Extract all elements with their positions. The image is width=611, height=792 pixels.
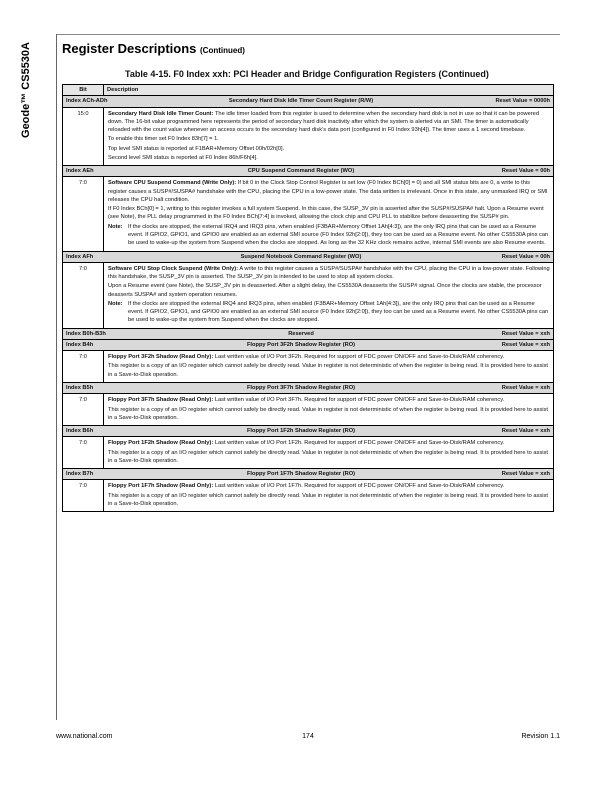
page-title-suffix: (Continued) xyxy=(200,46,245,55)
bit-range: 7:0 xyxy=(63,263,104,328)
register-table xyxy=(62,84,554,512)
register-bit-row xyxy=(63,351,553,383)
register-bit-row xyxy=(63,177,553,251)
register-section-header xyxy=(63,329,553,340)
field-text: A write to this register causes a SUSP#/SUSPA# handshake with the CPU, placing the CPU in a low-power state. Following this handshake, the SUSP_3V pin is asserted. The SUSP_3V pin is intended to be used to stop all system clocks. xyxy=(108,265,550,281)
register-name: Floppy Port 3F2h Shadow Register (RO) xyxy=(246,341,356,348)
register-bit-row xyxy=(63,394,553,426)
bit-description xyxy=(104,394,553,425)
field-text: Last written value of I/O Port 3F7h. Required for support of FDC power ON/OFF and Save-to-Disk/RAM coherency. xyxy=(213,397,505,404)
description-paragraph xyxy=(108,179,550,204)
register-section-header xyxy=(63,469,553,480)
bit-range: 15:0 xyxy=(63,108,104,166)
description-paragraph xyxy=(108,482,550,490)
register-name: CPU Suspend Command Register (WO) xyxy=(247,168,355,175)
register-section-header xyxy=(63,340,553,351)
register-index: Index AEh xyxy=(66,168,94,175)
description-paragraph: If F0 Index BCh[0] = 1, writing to this register invokes a full system Suspend. In this case, the SUSP_3V pin is asserted after the SUSP#/SUSPA# halt. Upon a Resume event (see Note), the PLL delay programmed in the F0 Index BCh[7:4] is invoked, allowing the clock chip and CPU PLL to stabilize before deasserting the SUSP# pin. xyxy=(108,206,544,221)
register-reset-value: Reset Value = 0000h xyxy=(495,98,550,105)
header-rule xyxy=(56,34,560,35)
register-bit-row xyxy=(63,480,553,511)
register-index: Index B6h xyxy=(66,428,94,435)
description-paragraph: This register is a copy of an I/O register which cannot safely be directly read. Value in register is not deterministic of when the register is being read. It is provided here to assist in a Save-to-Disk operation. xyxy=(108,492,548,507)
field-name: Floppy Port 3F7h Shadow (Read Only): xyxy=(108,397,214,404)
description-paragraph: This register is a copy of an I/O register which cannot safely be directly read. Value in register is not deterministic of when the register is being read. It is provided here to assist in a Save-to-Disk operation. xyxy=(108,449,548,464)
description-paragraph: This register is a copy of an I/O register which cannot safely be directly read. Value in register is not deterministic of when the register is being read. It is provided here to assist in a Save-to-Disk operation. xyxy=(108,363,548,378)
field-name: Software CPU Stop Clock Suspend (Write Only): xyxy=(108,265,239,272)
register-name: Floppy Port 3F7h Shadow Register (RO) xyxy=(246,384,356,391)
register-name: Suspend Notebook Command Register (WO) xyxy=(240,253,362,260)
register-reset-value: Reset Value = xxh xyxy=(501,384,550,391)
register-section-header xyxy=(63,383,553,394)
field-name: Floppy Port 3F2h Shadow (Read Only): xyxy=(108,354,214,361)
footer-page-number: 174 xyxy=(302,733,314,740)
note xyxy=(108,300,550,325)
description-paragraph: This register is a copy of an I/O register which cannot safely be directly read. Value in register is not deterministic of when the register is being read. It is provided here to assist in a Save-to-Disk operation. xyxy=(108,406,548,421)
register-index: Index B5h xyxy=(66,384,94,391)
register-section-header xyxy=(63,96,553,107)
register-bit-row xyxy=(63,263,553,329)
bit-range: 7:0 xyxy=(63,177,104,250)
bit-range: 7:0 xyxy=(63,394,104,425)
register-index: Index B7h xyxy=(66,471,94,478)
sidebar-product-label xyxy=(6,30,46,150)
description-paragraph xyxy=(108,353,550,361)
register-name: Floppy Port 1F7h Shadow Register (RO) xyxy=(246,471,356,478)
description-paragraph xyxy=(108,396,550,404)
register-reset-value: Reset Value = 00h xyxy=(501,253,550,260)
bit-description xyxy=(104,177,553,250)
register-index: Index AFh xyxy=(66,253,94,260)
bit-description xyxy=(104,351,553,382)
description-paragraph: Upon a Resume event (see Note), the SUSP_3V pin is deasserted. After a slight delay, the CS5530A deasserts the SUSP# signal. Once the clocks are stable, the processor deasserts SUSPA# and system operation resumes. xyxy=(108,283,542,298)
bit-description xyxy=(104,480,553,511)
register-name: Reserved xyxy=(288,330,314,337)
bit-description xyxy=(104,108,553,166)
field-name: Floppy Port 1F2h Shadow (Read Only): xyxy=(108,440,214,447)
register-reset-value: Reset Value = xxh xyxy=(501,330,550,337)
register-index: Index B4h xyxy=(66,341,94,348)
description-paragraph xyxy=(108,110,550,135)
field-name: Secondary Hard Disk Idle Timer Count: xyxy=(108,110,214,117)
bit-description xyxy=(104,437,553,468)
description-paragraph: Second level SMI status is reported at F0 Index 86h/F6h[4]. xyxy=(108,154,258,161)
field-text: Last written value of I/O Port 1F2h. Required for support of FDC power ON/OFF and Save-to-Disk/RAM coherency. xyxy=(213,440,505,447)
field-text: Last written value of I/O Port 3F2h. Required for support of FDC power ON/OFF and Save-to-Disk/RAM coherency. xyxy=(213,354,505,361)
register-bit-row xyxy=(63,437,553,469)
register-reset-value: Reset Value = xxh xyxy=(501,428,550,435)
page-title xyxy=(62,41,245,56)
register-section-header xyxy=(63,426,553,437)
register-section-header xyxy=(63,252,553,263)
description-paragraph: Top level SMI status is reported at F1BAR+Memory Offset 00h/02h[0]. xyxy=(108,145,285,152)
table-header-row xyxy=(63,85,553,96)
page-title-text: Register Descriptions xyxy=(62,41,197,56)
column-header-bit: Bit xyxy=(63,85,104,95)
product-name: Geode™ CS5530A xyxy=(20,42,32,138)
bit-range: 7:0 xyxy=(63,351,104,382)
register-reset-value: Reset Value = 00h xyxy=(501,168,550,175)
table-title: Table 4-15. F0 Index xxh: PCI Header and Bridge Configuration Registers (Continued) xyxy=(125,69,489,79)
register-name: Floppy Port 1F2h Shadow Register (RO) xyxy=(246,428,356,435)
note-text: If the clocks are stopped, the external IRQ4 and IRQ3 pins, when enabled (F3BAR+Memory Offset 1Ah[4:3]), are the only IRQ pins that can be used as a Resume event. If GPIO2, GPIO1, and GPIO0 are enabled as an external SMI source (F0 Index 92h[2:0]), they too can be used as a Resume event. No other CS5530A pins can be used to wake-up the system from Suspend when the clocks are stopped. As long as the 32 KHz clock remains active, internal SMI events are also Resume events. xyxy=(128,223,549,247)
register-reset-value: Reset Value = xxh xyxy=(501,341,550,348)
description-paragraph xyxy=(108,265,550,282)
note-label: Note: xyxy=(108,300,123,307)
description-paragraph: To enable this timer set F0 Index 83h[7] = 1. xyxy=(108,136,219,143)
bit-range: 7:0 xyxy=(63,480,104,511)
register-index: Index ACh-ADh xyxy=(66,98,108,105)
column-header-description: Description xyxy=(107,87,139,93)
note xyxy=(108,223,550,248)
register-name: Secondary Hard Disk Idle Timer Count Register (R/W) xyxy=(228,98,374,105)
footer-website-link[interactable]: www.national.com xyxy=(56,733,113,740)
note-label: Note: xyxy=(108,223,123,230)
register-section-header xyxy=(63,166,553,177)
bit-description xyxy=(104,263,553,328)
footer-revision: Revision 1.1 xyxy=(521,733,560,740)
field-name: Software CPU Suspend Command (Write Only): xyxy=(108,180,237,187)
field-name: Floppy Port 1F7h Shadow (Read Only): xyxy=(108,483,214,490)
margin-rule xyxy=(56,34,57,720)
field-text: The idle timer loaded from this register is used to determine when the secondary hard disk is not in use so that it can be powered down. The 16-bit value programmed here represents the period of secondary hard disk inactivity after which the system is alerted via an SMI. The timer is automatically reloaded with the count value whenever an access occurs to the secondary hard disk’s data port (configured in F0 Index 93h[4]). The timer uses a 1 second timebase. xyxy=(108,110,539,134)
note-text: If the clocks are stopped the external IRQ4 and IRQ3 pins, when enabled (F3BAR+Memory Offset 1Ah[4:3]), are the only IRQ pins that can be used as a Resume event. If GPIO2, GPIO1, and GPIO0 are enabled as an external SMI source (F0 Index 92h[2:0]), they too can be used as a Resume event. No other CS5530A pins can be used to wake-up the system from Suspend when the clocks are stopped. xyxy=(128,300,549,324)
register-bit-row xyxy=(63,108,553,167)
description-paragraph xyxy=(108,439,550,447)
field-text: Last written value of I/O Port 1F7h. Required for support of FDC power ON/OFF and Save-to-Disk/RAM coherency. xyxy=(213,483,505,490)
register-reset-value: Reset Value = xxh xyxy=(501,471,550,478)
field-text: If bit 0 in the Clock Stop Control Register is set low (F0 Index BCh[0] = 0) and all SMI status bits are 0, a write to this register causes a SUSP#/SUSPA# handshake with the CPU, placing the CPU in a low-power state. The data written is irrelevant. Once in this state, any unmasked IRQ or SMI releases the CPU halt condition. xyxy=(108,180,548,203)
bit-range: 7:0 xyxy=(63,437,104,468)
register-index: Index B0h-B3h xyxy=(66,330,106,337)
